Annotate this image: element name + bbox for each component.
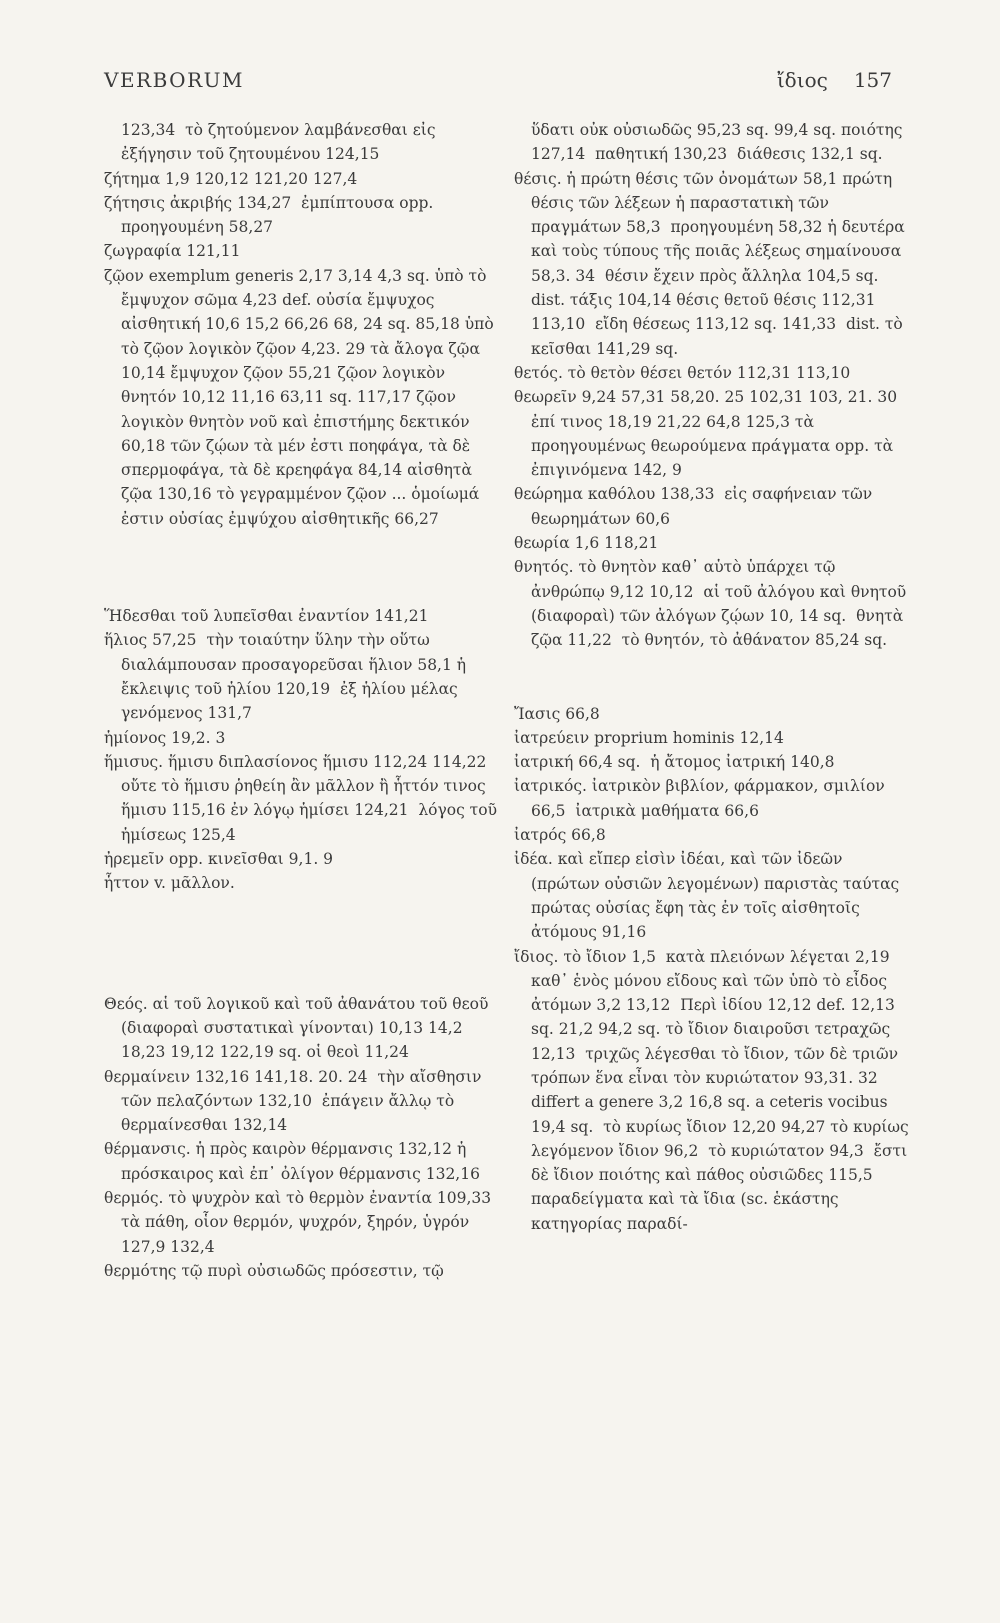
left-column: [104, 118, 504, 1283]
right-block-theta: [514, 118, 914, 653]
index-entry: ἰατρός 66,8: [514, 826, 606, 845]
header-headword: ἴδιος: [776, 68, 828, 92]
right-block-iota: [514, 702, 914, 1237]
left-block-z: [104, 118, 504, 531]
index-entry: ἥμισυς. ἥμισυ διπλασίονος ἥμισυ 112,24 114,22 οὔτε τὸ ἥμισυ ῥηθείη ἂν μᾶλλον ἢ ἧττόν τινος ἥμισυ 115,16 ἐν λόγῳ ἡμίσει 124,21 λόγος τοῦ ἡμίσεως 125,4: [104, 752, 502, 844]
index-entry: ἰατρική 66,4 sq. ἡ ἄτομος ἰατρική 140,8: [514, 753, 835, 772]
index-entry: ἠρεμεῖν opp. κινεῖσθαι 9,1. 9: [104, 850, 334, 869]
index-entry: θεωρία 1,6 118,21: [514, 534, 659, 553]
left-block-theta: [104, 992, 504, 1284]
index-entry: θεώρημα καθόλου 138,33 εἰς σαφήνειαν τῶν θεωρημάτων 60,6: [514, 485, 878, 528]
index-entry: ἰατρεύειν proprium hominis 12,14: [514, 728, 784, 747]
index-entry: ζῷον exemplum generis 2,17 3,14 4,3 sq. ὑπὸ τὸ ἔμψυχον σῶμα 4,23 def. οὐσία ἔμψυχος αἰσθητική 10,6 15,2 66,26 68, 24 sq. 85,18 ὑπὸ τὸ ζῷον λογικὸν ζῷον 4,23. 29 τὰ ἄλογα ζῷα 10,14 ἔμψυχον ζῷον 55,21 ζῷον λογικὸν θνητόν 10,12 11,16 63,11 sq. 117,17 ζῷον λογικὸν θνητὸν νοῦ καὶ ἐπιστήμης δεκτικόν 60,18 τῶν ζῴων τὰ μέν ἐστι ποηφάγα, τὰ δὲ σπερμοφάγα, τὰ δὲ κρεηφάγα 84,14 αἰσθητὰ ζῷα 130,16 τὸ γεγραμμένον ζῷον ... ὁμοίωμά ἐστιν οὐσίας ἐμψύχου αἰσθητικῆς 66,27: [104, 266, 499, 528]
index-entry: Θεός. αἱ τοῦ λογικοῦ καὶ τοῦ ἀθανάτου τοῦ θεοῦ (διαφοραὶ συστατικαὶ γίνονται) 10,13 14,2 18,23 19,12 122,19 sq. οἱ θεοὶ 11,24: [104, 994, 494, 1062]
index-entry: Ἴασις 66,8: [514, 704, 600, 723]
header-title: VERBORUM: [104, 68, 244, 92]
index-entry: θνητός. τὸ θνητὸν καθ᾽ αὑτὸ ὑπάρχει τῷ ἀνθρώπῳ 9,12 10,12 αἱ τοῦ ἀλόγου καὶ θνητοῦ (διαφοραὶ) τῶν ἀλόγων ζῴων 10, 14 sq. θνητὰ ζῷα 11,22 τὸ θνητόν, τὸ ἀθάνατον 85,24 sq.: [514, 558, 912, 650]
index-entry: ἴδιος. τὸ ἴδιον 1,5 κατὰ πλειόνων λέγεται 2,19 καθ᾽ ἑνὸς μόνου εἴδους καὶ τῶν ὑπὸ τὸ εἶδος ἀτόμων 3,2 13,12 Περὶ ἰδίου 12,12 def. 12,13 sq. 21,2 94,2 sq. τὸ ἴδιον διαιροῦσι τετραχῶς 12,13 τριχῶς λέγεσθαι τὸ ἴδιον, τῶν δὲ τριῶν τρόπων ἕνα εἶναι τὸν κυριώτατον 93,31. 32 differt a genere 3,2 16,8 sq. a ceteris vocibus 19,4 sq. τὸ κυρίως ἴδιον 12,20 94,27 τὸ κυρίως λεγόμενον ἴδιον 96,2 τὸ κυριώτατον 94,3 ἔστι δὲ ἴδιον ποιότης καὶ πάθος οὐσιῶδες 115,5 παραδείγματα καὶ τὰ ἴδια (sc. ἑκάστης κατηγορίας παραδί-: [514, 947, 914, 1233]
page-number: 157: [853, 68, 892, 92]
index-entry: θέρμανσις. ἡ πρὸς καιρὸν θέρμανσις 132,12 ἡ πρόσκαιρος καὶ ἐπ᾽ ὀλίγον θέρμανσις 132,16: [104, 1140, 480, 1183]
index-entry: θερμαίνειν 132,16 141,18. 20. 24 τὴν αἴσθησιν τῶν πελαζόντων 132,10 ἐπάγειν ἄλλῳ τὸ θερμαίνεσθαι 132,14: [104, 1067, 487, 1135]
index-entry: ὕδατι οὐκ οὐσιωδῶς 95,23 sq. 99,4 sq. ποιότης 127,14 παθητική 130,23 διάθεσις 132,1 sq.: [531, 121, 908, 164]
right-column: [514, 118, 914, 1236]
index-entry: ζωγραφία 121,11: [104, 242, 241, 261]
running-header: [104, 68, 892, 98]
index-entry: Ἥδεσθαι τοῦ λυπεῖσθαι ἐναντίον 141,21: [104, 607, 429, 626]
index-entry: ἰατρικός. ἰατρικὸν βιβλίον, φάρμακον, σμιλίον 66,5 ἰατρικὰ μαθήματα 66,6: [514, 777, 890, 820]
index-entry: θερμός. τὸ ψυχρὸν καὶ τὸ θερμὸν ἐναντία 109,33 τὰ πάθη, οἷον θερμόν, ψυχρόν, ξηρόν, ὑγρόν 127,9 132,4: [104, 1188, 502, 1256]
index-entry: ἡμίονος 19,2. 3: [104, 728, 226, 747]
header-right: [777, 68, 892, 92]
index-entry: θέσις. ἡ πρώτη θέσις τῶν ὀνομάτων 58,1 πρώτη θέσις τῶν λέξεων ἡ παραστατικὴ τῶν πραγμάτων 58,3 προηγουμένη 58,32 ἡ δευτέρα καὶ τοὺς τύπους τῆς ποιᾶς λέξεως σημαίνουσα 58,3. 34 θέσιν ἔχειν πρὸς ἄλληλα 104,5 sq. dist. τάξις 104,14 θέσις θετοῦ θέσις 112,31 113,10 εἴδη θέσεως 113,12 sq. 141,33 dist. τὸ κεῖσθαι 141,29 sq.: [514, 169, 910, 358]
index-entry: ζήτησις ἀκριβής 134,27 ἐμπίπτουσα opp. προηγουμένη 58,27: [104, 193, 439, 237]
index-entry: ζήτημα 1,9 120,12 121,20 127,4: [104, 169, 358, 188]
index-entry: ἥλιος 57,25 τὴν τοιαύτην ὕλην τὴν οὕτω διαλάμπουσαν προσαγορεῦσαι ἥλιον 58,1 ἡ ἔκλειψις τοῦ ἡλίου 120,19 ἐξ ἡλίου μέλας γενόμενος 131,7: [104, 631, 472, 723]
index-entry: 123,34 τὸ ζητούμενον λαμβάνεσθαι εἰς ἐξήγησιν τοῦ ζητουμένου 124,15: [121, 121, 441, 164]
index-entry: θεωρεῖν 9,24 57,31 58,20. 25 102,31 103, 21. 30 ἐπί τινος 18,19 21,22 64,8 125,3 τὰ προηγουμένως θεωρούμενα πράγματα opp. τὰ ἐπιγινόμενα 142, 9: [514, 388, 907, 480]
left-block-eta: [104, 604, 504, 896]
index-entry: ἧττον v. μᾶλλον.: [104, 874, 235, 893]
index-entry: ἰδέα. καὶ εἴπερ εἰσὶν ἰδέαι, καὶ τῶν ἰδεῶν (πρώτων οὐσιῶν λεγομένων) παριστὰς ταύτας πρώτας οὐσίας ἔφη τὰς ἐν τοῖς αἰσθητοῖς ἀτόμους 91,16: [514, 850, 905, 942]
index-entry: θερμότης τῷ πυρὶ οὐσιωδῶς πρόσεστιν, τῷ: [104, 1261, 444, 1280]
index-entry: θετός. τὸ θετὸν θέσει θετόν 112,31 113,10: [514, 363, 851, 382]
